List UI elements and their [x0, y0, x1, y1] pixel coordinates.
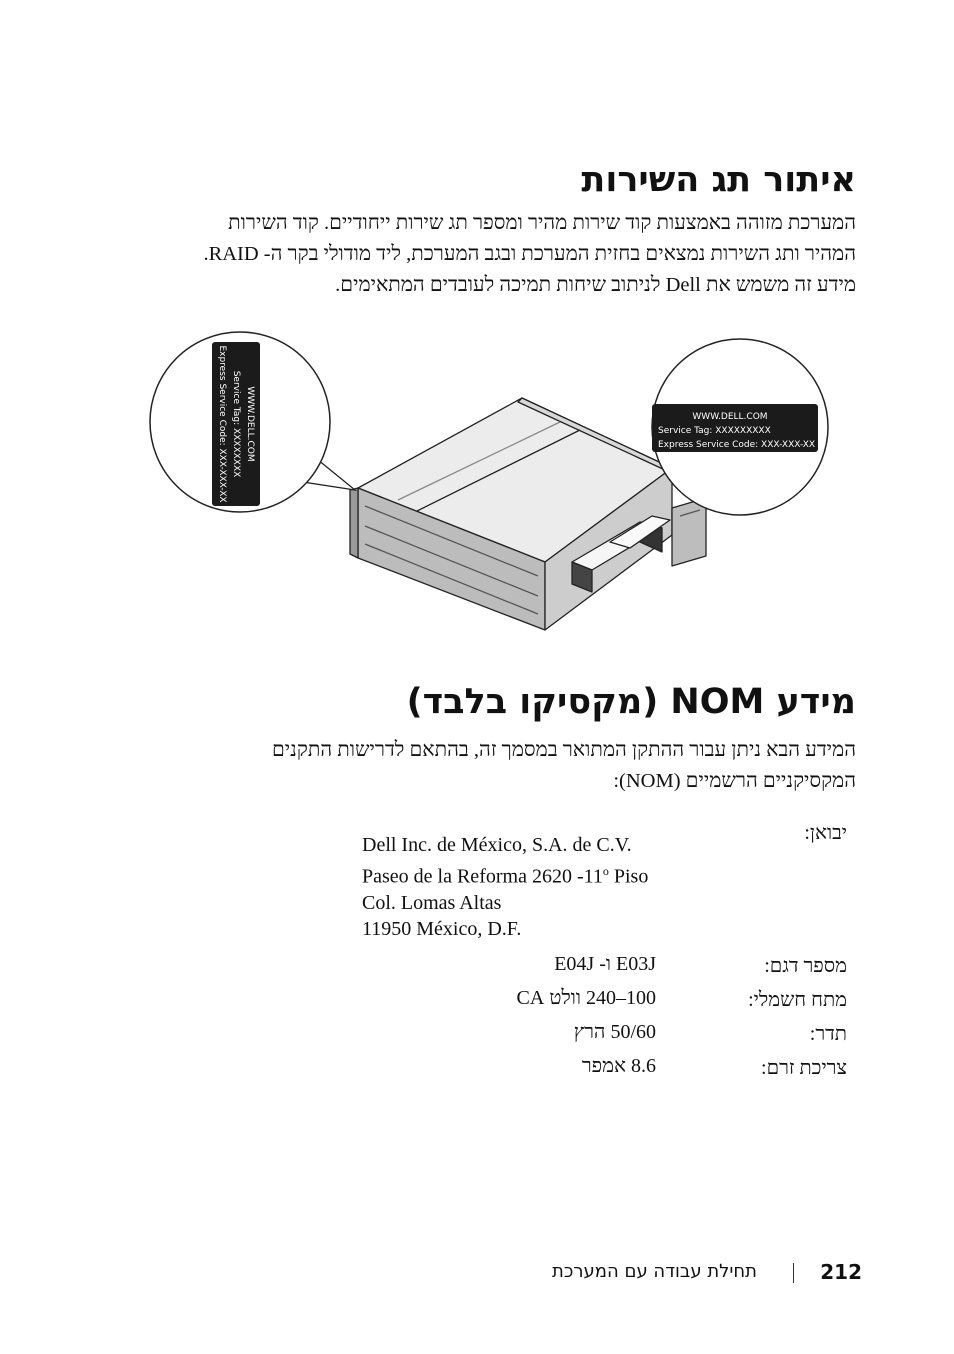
footer-divider — [793, 1263, 794, 1283]
current-value: 8.6 אמפר — [581, 1055, 656, 1077]
current-label: צריכת זרם: — [761, 1057, 847, 1079]
paragraph-line: המהיר ותג השירות נמצאים בחזית המערכת ובגב המערכת, ליד מודולי בקר ה- RAID. — [203, 243, 856, 265]
service-tag-location-figure — [140, 330, 840, 640]
service-tag-paragraph — [116, 208, 856, 301]
page-footer — [442, 1260, 862, 1290]
right-label-magnifier — [652, 339, 828, 515]
nom-paragraph — [116, 735, 856, 797]
right-label-url: WWW.DELL.COM — [692, 412, 768, 422]
voltage-value: 100–240 וולט CA — [516, 987, 656, 1009]
paragraph-line: המערכת מזוהה באמצעות קוד שירות מהיר ומספר תג שירות ייחודיים. קוד השירות — [228, 212, 856, 234]
frequency-value: 50/60 הרץ — [573, 1021, 656, 1043]
paragraph-line: המקסיקניים הרשמיים (NOM): — [613, 770, 856, 792]
address-line: Col. Lomas Altas — [362, 891, 502, 914]
model-number-label: מספר דגם: — [764, 955, 847, 977]
importer-address — [362, 832, 722, 942]
section-title-locating-service-tag: איתור תג השירות — [581, 160, 856, 200]
frequency-label: תדר: — [809, 1023, 847, 1045]
right-label-service-tag: Service Tag: XXXXXXXXX — [658, 426, 771, 436]
voltage-label: מתח חשמלי: — [748, 989, 847, 1011]
address-line: Dell Inc. de México, S.A. de C.V. — [362, 834, 632, 856]
left-label-url: WWW.DELL.COM — [245, 386, 255, 462]
left-label-magnifier — [150, 332, 355, 512]
section-title-nom-information: מידע NOM (מקסיקו בלבד) — [406, 682, 856, 722]
importer-label: יבואן: — [804, 822, 847, 844]
paragraph-line: המידע הבא ניתן עבור ההתקן המתואר במסמך זה, בהתאם לדרישות התקנים — [272, 739, 856, 761]
chapter-title: תחילת עבודה עם המערכת — [552, 1261, 757, 1282]
address-line: 11950 México, D.F. — [362, 917, 522, 940]
paragraph-line: מידע זה משמש את Dell לניתוב שיחות תמיכה לעובדים המתאימים. — [335, 274, 856, 296]
model-number-value: E03J ו- E04J — [554, 953, 656, 975]
left-label-service-tag: Service Tag: XXXXXXXX — [231, 370, 241, 478]
left-label-express-code: Express Service Code: XXX-XXX-XX — [217, 345, 227, 503]
page-number: 212 — [820, 1260, 862, 1284]
address-line: Paseo de la Reforma 2620 -11$^o$ Piso — [362, 864, 649, 888]
right-label-express-code: Express Service Code: XXX-XXX-XX — [658, 440, 816, 450]
